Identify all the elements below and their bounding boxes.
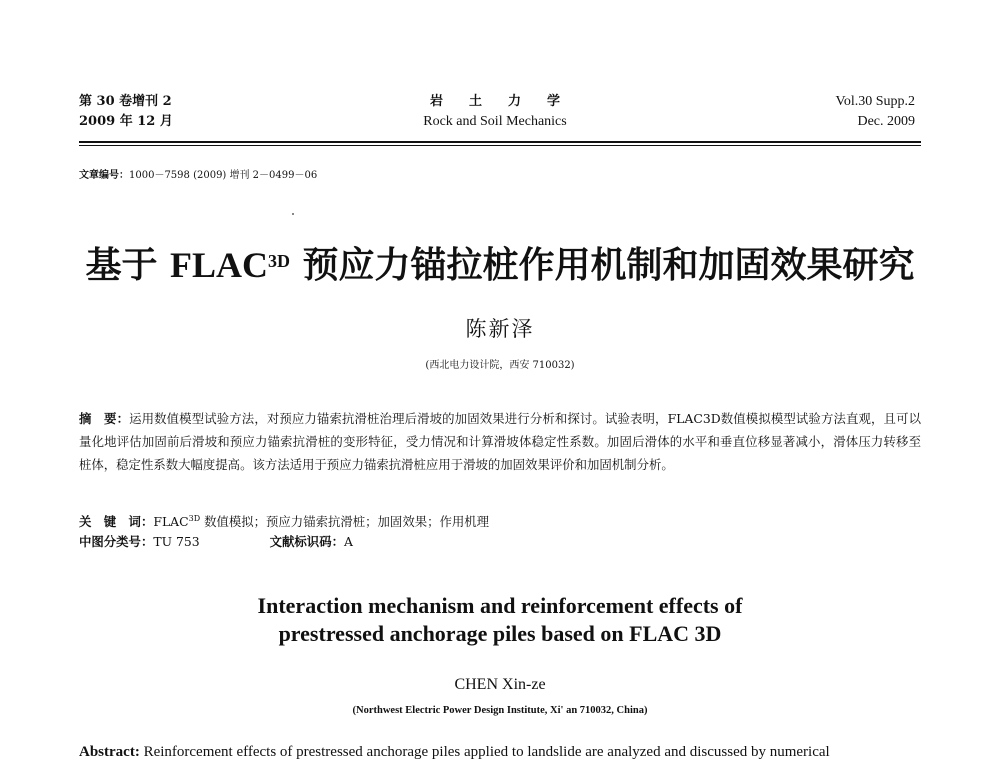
journal-name-cn: 岩土力学 xyxy=(429,94,586,109)
title-cn-part1: 基于 xyxy=(85,245,170,286)
header-rule-thin xyxy=(79,145,921,146)
header-journal xyxy=(380,92,610,132)
article-number-label: 文章编号： xyxy=(79,170,129,181)
keywords-sup: 3D xyxy=(188,514,201,523)
header-issue-info xyxy=(79,92,173,132)
classification-line xyxy=(79,530,353,553)
page-title-en xyxy=(0,592,1000,648)
title-cn-sup: 3D xyxy=(268,251,290,271)
title-cn-part2: 预应力锚拉桩作用机制和加固效果研究 xyxy=(290,245,915,286)
keywords-label: 关 键 词： xyxy=(79,514,154,530)
article-number-value: 1000－7598 (2009) 增刊 2－0499－06 xyxy=(129,170,318,181)
affiliation-en: (Northwest Electric Power Design Institute, Xi' an 710032, China) xyxy=(352,705,648,716)
abstract-en xyxy=(79,744,921,761)
article-number xyxy=(79,166,317,181)
clc-label: 中图分类号： xyxy=(79,534,154,549)
journal-name-en: Rock and Soil Mechanics xyxy=(423,114,567,129)
title-cn-flac: FLAC xyxy=(170,245,268,285)
abstract-cn-text: 运用数值模型试验方法，对预应力锚索抗滑桩治理后滑坡的加固效果进行分析和探讨。试验表明，FLAC3D数值模拟模型试验方法直观，且可以量化地评估加固前后滑坡和预应力锚索抗滑桩的变形特征，受力情况和计算滑坡体稳定性系数。加固后滑体的水平和垂直位移显著减小，滑体压力转移至桩体，稳定性系数大幅度提高。该方法适用于预应力锚索抗滑桩应用于滑坡的加固效果评价和加固机制分析。 xyxy=(79,411,921,472)
title-en-line2: prestressed anchorage piles based on FLAC 3D xyxy=(278,621,722,646)
header-rule-thick xyxy=(79,141,921,143)
abstract-cn-label: 摘 要： xyxy=(79,411,130,426)
keywords-rest: 数值模拟；预应力锚索抗滑桩；加固效果；作用机理 xyxy=(200,514,490,530)
abstract-cn xyxy=(79,407,921,476)
doc-code-value: A xyxy=(343,534,353,549)
title-en-line1: Interaction mechanism and reinforcement effects of xyxy=(257,593,743,618)
abstract-en-label: Abstract: xyxy=(79,744,140,760)
author-cn: 陈新泽 xyxy=(465,317,535,341)
page-title-cn xyxy=(0,240,1000,291)
header-volume-en xyxy=(836,92,915,132)
scan-speck xyxy=(292,213,294,215)
header-volume: 第 30 卷增刊 2 xyxy=(79,94,172,109)
affiliation-cn: (西北电力设计院，西安 710032) xyxy=(425,360,575,371)
header-date-en: Dec. 2009 xyxy=(857,114,915,129)
keywords-flac: FLAC xyxy=(153,514,189,530)
header-volume-en-line1: Vol.30 Supp.2 xyxy=(835,94,915,109)
doc-code-label: 文献标识码： xyxy=(269,534,344,549)
header-date: 2009 年 12 月 xyxy=(79,114,173,129)
author-en: CHEN Xin-ze xyxy=(454,676,546,693)
clc-value: TU 753 xyxy=(153,534,200,549)
abstract-en-text: Reinforcement effects of prestressed anchorage piles applied to landslide are analyzed and discussed by numerical xyxy=(139,744,830,760)
